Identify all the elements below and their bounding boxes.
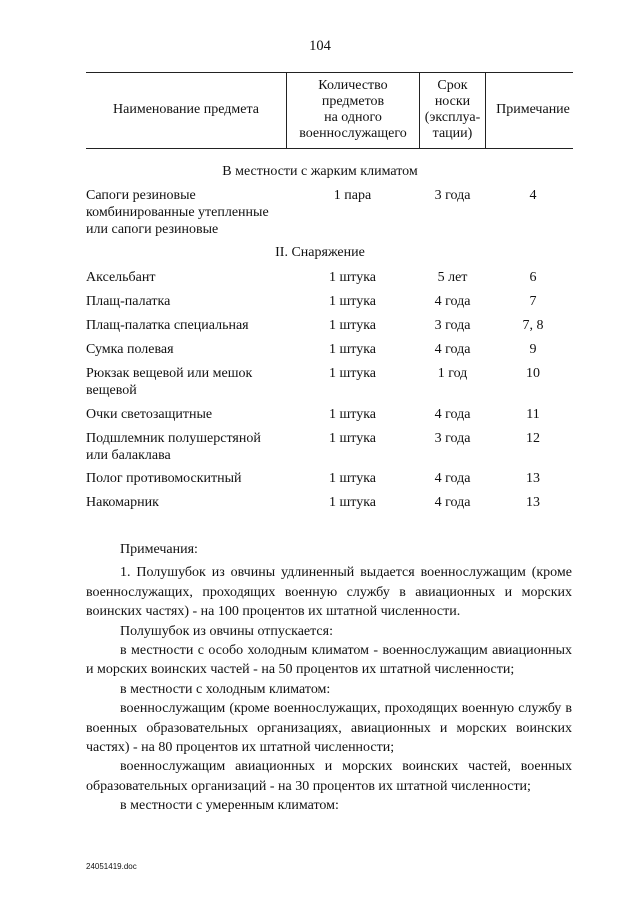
item-quantity: 1 штука — [328, 366, 377, 381]
section-equipment: II. Снаряжение — [275, 245, 365, 260]
item-quantity: 1 штука — [328, 495, 377, 510]
item-quantity: 1 штука — [328, 318, 377, 333]
notes-block — [86, 540, 572, 816]
item-quantity: 1 штука — [328, 270, 377, 285]
item-note: 7 — [529, 294, 537, 309]
note-paragraph: 1. Полушубок из овчины удлиненный выдается военнослужащим (кроме военнослужащих, проходящих военную службу в авиационных и морских воинских частях) - на 100 процентов их штатной численности. — [86, 565, 572, 620]
note-paragraph: в местности с умеренным климатом: — [120, 798, 339, 814]
item-quantity: 1 штука — [328, 407, 377, 422]
item-term: 5 лет — [437, 270, 468, 285]
item-note: 12 — [526, 431, 540, 446]
note-paragraph: военнослужащим авиационных и морских воинских частей, военных образовательных организаций - на 30 процентов их штатной численности; — [86, 759, 572, 794]
item-quantity: 1 штука — [328, 471, 377, 486]
item-note: 11 — [526, 407, 540, 422]
item-name: Аксельбант — [86, 270, 156, 285]
note-paragraph: в местности с особо холодным климатом - военнослужащим авиационных и морских воинских частей - на 50 процентов их штатной численности; — [86, 643, 572, 678]
item-name: Плащ-палатка специальная — [86, 318, 249, 333]
item-note: 10 — [526, 366, 540, 381]
item-quantity: 1 штука — [328, 342, 377, 357]
header-quantity: Количество предметов на одного военнослужащего — [299, 78, 407, 141]
item-term: 3 года — [434, 188, 471, 203]
item-note: 13 — [526, 495, 540, 510]
item-note: 13 — [526, 471, 540, 486]
item-term: 4 года — [434, 471, 471, 486]
header-name: Наименование предмета — [113, 102, 259, 117]
item-term: 4 года — [434, 342, 471, 357]
item-name: Сапоги резиновые комбинированные утепленные или сапоги резиновые — [86, 188, 269, 237]
item-name: Очки светозащитные — [86, 407, 213, 422]
item-term: 3 года — [434, 318, 471, 333]
note-paragraph: военнослужащим (кроме военнослужащих, проходящих военную службу в военных образовательных организациях, авиационных и морских воинских частях) - на 80 процентов их штатной численности; — [86, 701, 572, 756]
item-name: Накомарник — [86, 495, 159, 510]
item-term: 3 года — [434, 431, 471, 446]
notes-heading: Примечания: — [120, 542, 198, 557]
header-bottom-rule — [86, 148, 573, 149]
item-name: Полог противомоскитный — [86, 471, 242, 486]
note-paragraph: в местности с холодным климатом: — [120, 681, 331, 697]
section-hot-climate: В местности с жарким климатом — [222, 164, 418, 179]
item-term: 4 года — [434, 495, 471, 510]
header-note: Примечание — [496, 102, 570, 117]
item-term: 4 года — [434, 407, 471, 422]
item-quantity: 1 пара — [333, 188, 372, 203]
item-quantity: 1 штука — [328, 294, 377, 309]
item-name: Плащ-палатка — [86, 294, 171, 309]
item-note: 4 — [529, 188, 537, 203]
item-name: Рюкзак вещевой или мешок вещевой — [86, 366, 253, 398]
item-name: Подшлемник полушерстяной или балаклава — [86, 431, 261, 463]
item-note: 6 — [529, 270, 537, 285]
item-note: 9 — [529, 342, 537, 357]
document-filename: 24051419.doc — [86, 862, 137, 871]
note-paragraph: Полушубок из овчины отпускается: — [120, 623, 333, 639]
item-quantity: 1 штука — [328, 431, 377, 446]
item-term: 1 год — [437, 366, 468, 381]
item-note: 7, 8 — [522, 318, 544, 333]
header-term: Срок носки (эксплуа- тации) — [424, 78, 481, 141]
item-term: 4 года — [434, 294, 471, 309]
page-number: 104 — [309, 38, 331, 54]
header-top-rule — [86, 72, 573, 73]
item-name: Сумка полевая — [86, 342, 174, 357]
